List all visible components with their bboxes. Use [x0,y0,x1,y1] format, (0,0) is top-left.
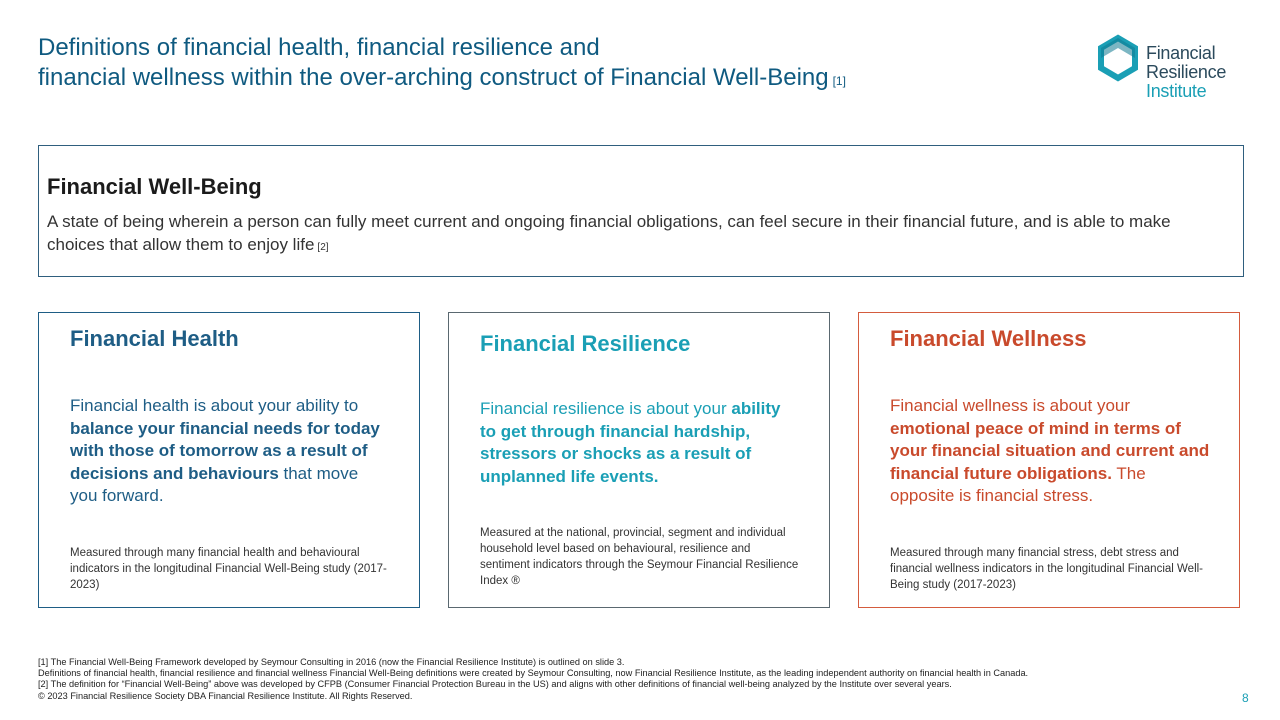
slide-title-line2-text: financial wellness within the over-arching construct of Financial Well-Being [38,64,829,91]
logo-text-line3: Institute [1146,81,1207,101]
card-wellness-body-pre: Financial wellness is about your [890,396,1131,415]
logo-text-line2: Resilience [1146,62,1227,82]
footnote-copyright: © 2023 Financial Resilience Society DBA Financial Resilience Institute. All Rights Reserved. [38,690,413,701]
wellbeing-description [47,210,1187,259]
card-wellness-title: Financial Wellness [890,326,1087,351]
slide-title-ref: [1] [832,74,846,88]
card-resilience-footer: Measured at the national, provincial, segment and individual household level based on behavioural, resilience and sentiment indicators through the Seymour Financial Resilience Index ® [480,527,799,587]
card-resilience-title: Financial Resilience [480,331,691,356]
page-number: 8 [1242,691,1249,705]
institute-logo [1096,34,1256,100]
card-wellness-body-bold: emotional peace of mind in terms of your financial situation and current and financial future obligations. [890,418,1210,483]
wellbeing-ref: [2] [317,242,329,253]
card-wellness-footer: Measured through many financial stress, debt stress and financial wellness indicators in the longitudinal Financial Well-Being study (2017-2023) [890,547,1204,591]
card-wellness-body [890,395,1210,508]
card-health-body-post: that move you forward. [70,463,359,505]
card-resilience-body [480,398,800,488]
logo-text-line1: Financial [1146,43,1216,63]
card-financial-health [38,312,420,608]
slide-title-line1: Definitions of financial health, financial resilience and [38,34,600,61]
card-financial-wellness [858,312,1240,608]
footnotes [38,657,1228,702]
card-health-body [70,395,390,508]
card-wellness-body-post: The opposite is financial stress. [890,463,1146,505]
wellbeing-box [38,145,1244,277]
wellbeing-description-text: A state of being wherein a person can fully meet current and ongoing financial obligations, can feel secure in their financial future, and is able to make choices that allow them to enjoy life [47,212,1171,254]
hexagon-logo-icon [1096,34,1140,82]
card-health-body-pre: Financial health is about your ability to [70,396,359,415]
footnote-3: [2] The definition for “Financial Well-Being” above was developed by CFPB (Consumer Financial Protection Bureau in the US) and aligns with other definitions of financial well-being analyzed by the Institute over several years. [38,679,952,690]
wellbeing-title: Financial Well-Being [47,174,262,199]
card-health-footer: Measured through many financial health and behavioural indicators in the longitudinal Financial Well-Being study (2017-2023) [70,547,387,591]
card-resilience-body-pre: Financial resilience is about your [480,399,732,418]
card-financial-resilience [448,312,830,608]
footnote-1: [1] The Financial Well-Being Framework developed by Seymour Consulting in 2016 (now the Financial Resilience Institute) is outlined on slide 3. [38,657,625,667]
card-resilience-body-bold: ability to get through financial hardship, stressors or shocks as a result of unplanned life events. [480,399,781,486]
card-health-title: Financial Health [70,326,239,351]
slide-title-line2 [38,63,1058,96]
card-health-body-bold: balance your financial needs for today with those of tomorrow as a result of decisions and behaviours [70,418,380,483]
slide-title [38,33,1058,96]
footnote-2: Definitions of financial health, financial resilience and financial wellness Financial Well-Being definitions were created by Seymour Consulting, now Financial Resilience Institute, as the leading independent authority on financial health in Canada. [38,668,1029,679]
